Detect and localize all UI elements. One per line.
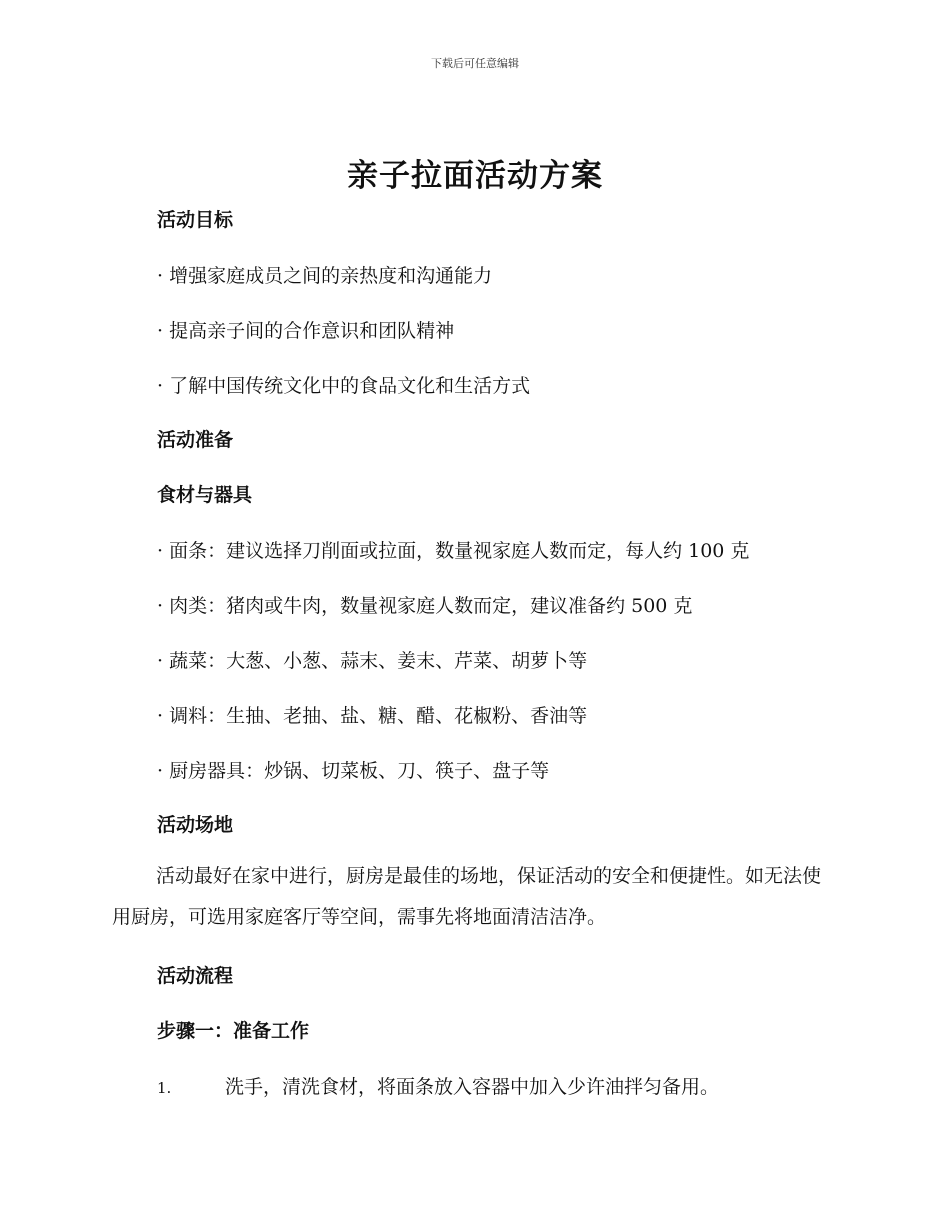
material-item: · 厨房器具：炒锅、切菜板、刀、筷子、盘子等 [157,760,550,782]
step-text: 洗手，清洗食材，将面条放入容器中加入少许油拌匀备用。 [225,1076,720,1098]
venue-text: 活动最好在家中进行，厨房是最佳的场地，保证活动的安全和便捷性。如无法使用厨房，可选用家庭客厅等空间，需事先将地面清洁洁净。 [112,865,822,928]
step-number: 1. [157,1079,172,1097]
material-item: · 面条：建议选择刀削面或拉面，数量视家庭人数而定，每人约 100 克 [157,540,750,562]
venue-paragraph [112,856,832,938]
step-list-item [157,1072,719,1099]
goal-item: · 了解中国传统文化中的食品文化和生活方式 [157,375,531,397]
section-heading-preparation: 活动准备 [157,429,234,451]
subheading-step-one: 步骤一：准备工作 [157,1020,310,1042]
document-title: 亲子拉面活动方案 [347,158,603,194]
material-item: · 肉类：猪肉或牛肉，数量视家庭人数而定，建议准备约 500 克 [157,595,693,617]
material-item: · 调料：生抽、老抽、盐、糖、醋、花椒粉、香油等 [157,705,588,727]
section-heading-process: 活动流程 [157,965,234,987]
header-note: 下载后可任意编辑 [431,57,519,70]
subheading-materials: 食材与器具 [157,484,253,506]
section-heading-venue: 活动场地 [157,814,234,836]
material-item: · 蔬菜：大葱、小葱、蒜末、姜末、芹菜、胡萝卜等 [157,650,588,672]
goal-item: · 增强家庭成员之间的亲热度和沟通能力 [157,265,493,287]
goal-item: · 提高亲子间的合作意识和团队精神 [157,320,455,342]
section-heading-goals: 活动目标 [157,209,234,231]
